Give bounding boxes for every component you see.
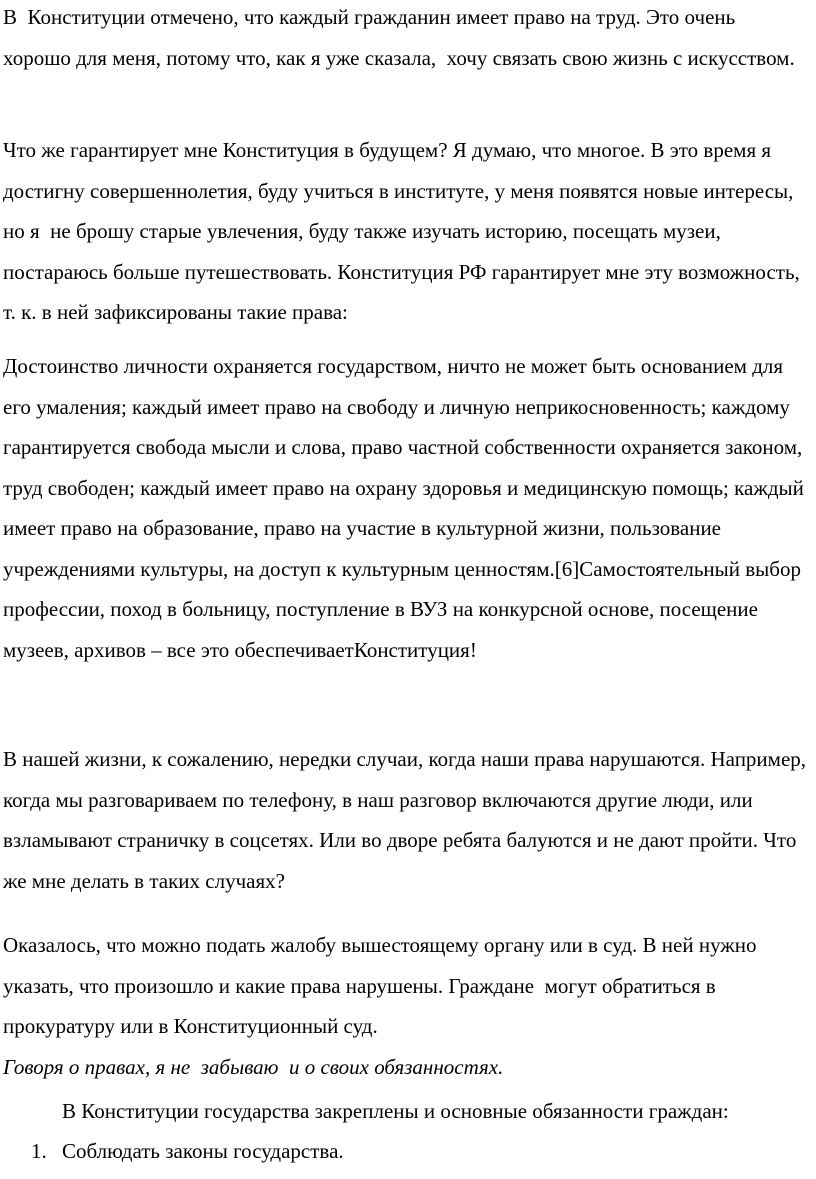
list-item-number: 1. bbox=[31, 1139, 47, 1163]
paragraph-future-guarantees: Что же гарантирует мне Конституция в будущем? Я думаю, что многое. В это время я достигну совершеннолетия, буду учиться в институте, у меня появятся новые интересы, но я не брошу старые увлечения, буду также изучать историю, посещать музеи, постараюсь больше путешествовать. Конституция РФ гарантирует мне эту возможность, т. к. в ней зафиксированы такие права: bbox=[3, 138, 806, 324]
paragraph-rights-list: Достоинство личности охраняется государством, ничто не может быть основанием для его умаления; каждый имеет право на свободу и личную неприкосновенность; каждому гарантируется свобода мысли и слова, право частной собственности охраняется законом, труд свободен; каждый имеет право на охрану здоровья и медицинскую помощь; каждый имеет право на образование, право на участие в культурной жизни, пользование учреждениями культуры, на доступ к культурным ценностям.[6]Самостоятельный выбор профессии, поход в больницу, поступление в ВУЗ на конкурсной основе, посещение музеев, архивов – все это обеспечиваетКонституция! bbox=[3, 354, 810, 662]
list-item-text: Соблюдать законы государства. bbox=[62, 1139, 344, 1163]
paragraph-complaint: Оказалось, что можно подать жалобу вышестоящему органу или в суд. В ней нужно указать, что произошло и какие права нарушены. Граждане могут обратиться в прокуратуру или в Конституционный суд. bbox=[3, 933, 762, 1038]
paragraph-duties-intro: В Конституции государства закреплены и основные обязанности граждан: bbox=[62, 1099, 729, 1123]
paragraph-rights-violations: В нашей жизни, к сожалению, нередки случаи, когда наши права нарушаются. Например, когда мы разговариваем по телефону, в наш разговор включаются другие люди, или взламывают страничку в соцсетях. Или во дворе ребята балуются и не дают пройти. Что же мне делать в таких случаях? bbox=[3, 747, 812, 893]
list-item bbox=[0, 1134, 816, 1168]
paragraph-right-to-work: В Конституции отмечено, что каждый гражданин имеет право на труд. Это очень хорошо для меня, потому что, как я уже сказала, хочу связать свою жизнь с искусством. bbox=[3, 5, 795, 70]
paragraph-duties-italic: Говоря о правах, я не забываю и о своих обязанностях. bbox=[3, 1055, 504, 1079]
